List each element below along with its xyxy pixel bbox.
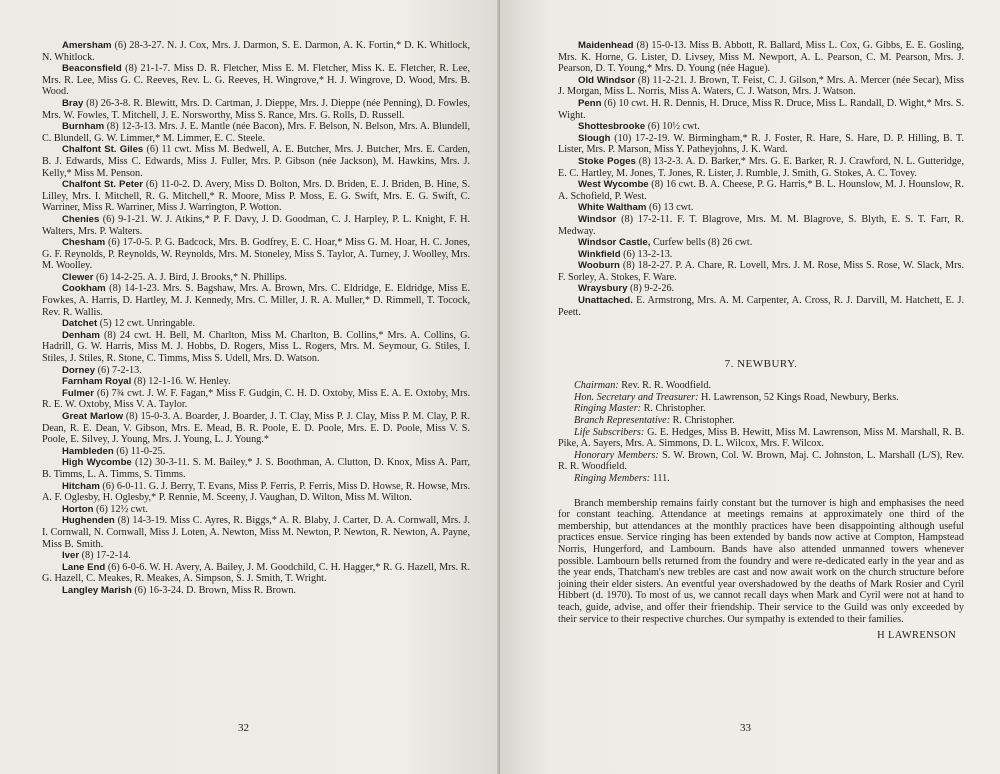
tower-entry: [558, 249, 964, 261]
tower-entry: [42, 481, 470, 504]
tower-entry: [42, 585, 470, 597]
tower-entry: [42, 457, 470, 480]
tower-details: (6) 7-2-13.: [97, 364, 142, 376]
tower-details: (6) 16-3-24. D. Brown, Miss R. Brown.: [134, 584, 296, 596]
tower-entry: [42, 515, 470, 550]
tower-details: (8) 18-2-27. P. A. Chare, R. Lovell, Mrs. J. M. Rose, Miss S. Rose, W. Slack, Mrs. F. Sorley, A. Stokes, F. Ware.: [558, 260, 965, 283]
tower-details: (6) 11 cwt. Miss M. Bedwell, A. E. Butcher, Mrs. J. Butcher, Mrs. E. Carden, B. J. Edwards, Miss C. Edwards, Miss J. Fuller, Mrs. P. Gibson (née Jackson), M. Hawkins, Mrs. J. Kelly,* Miss M. Penson.: [42, 144, 471, 179]
tower-entry: [558, 202, 964, 214]
branch-report: Branch membership remains fairly constant but the turnover is high and emphasises the need for constant teaching. Attendance at meetings remains at approximately one third of the membership, but attendances at the monthly practices have been disappointing although useful practices ensue. Service ringing has been extended by bands now active at Compton, Hampstead Norris, Hungerford, and Lambourn. Bands have also attended unmanned towers whenever possible. Lambourn bells returned from the foundry and were re-dedicated early in the year and as the year ends, Thatcham's new trebles are cast and now await work on the church structure before joining their elder sisters. An eventful year overshadowed by the deaths of Mark Rosier and Cyril Hibbert (d. 1970). To most of us, we cannot recall days when Mark and Cyril were not at hand to teach, guide, advise, and offer their friendship. Their service to the Guild was only exceeded by their service to their respective churches. Our sympathy is extended to their families.: [558, 497, 964, 625]
page-number: 33: [740, 722, 751, 734]
tower-name: Wooburn: [578, 260, 620, 272]
tower-name: Iver: [62, 550, 80, 562]
tower-entry: [558, 133, 964, 156]
tower-entry: [42, 144, 470, 179]
tower-entry: [558, 260, 964, 283]
tower-entry: [42, 283, 470, 318]
tower-details: (8) 15-0-3. A. Boarder, J. Boarder, J. T. Clay, Miss P. J. Clay, Miss P. M. Clay, P. R. Dean, R. E. Dean, V. Gibson, Mrs. E. Mead, B. R. Poole, E. D. Poole, Mrs. E. D. Poole, Miss V. S. Poole, E. Silvey, J. Young, Mrs. J. Young, L. J. Young.*: [42, 411, 471, 446]
officer-name: S. W. Brown, Col. W. Brown, Maj. C. Johnston, L. Marshall (L/S), Rev. R. R. Woodfield.: [558, 449, 965, 473]
tower-entry: [42, 40, 470, 63]
tower-name: Beaconsfield: [62, 63, 122, 75]
tower-name: Windsor: [578, 213, 617, 225]
tower-details: (6) 10½ cwt.: [647, 121, 700, 133]
tower-details: (8) 14-1-23. Mrs. S. Bagshaw, Mrs. A. Brown, Mrs. C. Eldridge, E. Eldridge, Miss E. Fowkes, A. Harris, D. Hartley, M. J. Kennedy, Mrs. C. Miller, J. R. A. Muller,* D. Rimmell, T. Tocock, Rev. R. Wallis.: [42, 283, 470, 318]
tower-entry: [558, 214, 964, 237]
tower-name: Lane End: [62, 561, 106, 573]
tower-entry: [42, 411, 470, 446]
tower-name: Chalfont St. Peter: [62, 179, 144, 191]
tower-details: (8) 12-1-16. W. Henley.: [133, 376, 231, 388]
tower-details: (6) 6-0-11. G. J. Berry, T. Evans, Miss P. Ferris, P. Ferris, Miss D. Howse, R. Howse, Mrs. A. F. Oglesby, H. Oglesby,* P. Rennie, M. Sceeny, J. Vaughan, D. Wilton, Miss M. Wilton.: [42, 480, 470, 504]
tower-details: (6) 17-0-5. P. G. Badcock, Mrs. B. Godfrey, E. C. Hoar,* Miss G. M. Hoar, H. C. Jones, G. F. Reynolds, P. Reynolds, W. Reynolds, Mrs. M. Stoneley, Miss S. Taylor, A. Turney, J. Woolley, Mrs. M. Woolley.: [42, 237, 470, 272]
officer-role: Ringing Members:: [574, 473, 651, 484]
officer-line: [558, 380, 964, 392]
tower-details: E. Armstrong, Mrs. A. M. Carpenter, A. Cross, R. J. Darvill, M. Hatchett, E. J. Peett.: [558, 295, 965, 318]
tower-details: (8) 14-3-19. Miss C. Ayres, R. Biggs,* A. R. Blaby, J. Carter, D. A. Cornwall, Mrs. J. I. Cornwall, N. Cornwall, Miss J. Loten, A. Newton, Miss M. Newton, P. Newton, R. Newton, A. Payne, Miss B. Smith.: [42, 515, 470, 550]
tower-entry: [558, 75, 964, 98]
tower-entry: [42, 446, 470, 458]
officer-line: [558, 427, 964, 450]
tower-name: Wraysbury: [578, 283, 628, 295]
tower-details: (6) 11-0-2. D. Avery, Miss D. Bolton, Mrs. D. Briden, E. J. Briden, B. Hine, S. Lilley, Mrs. I. Mitchell, R. G. Mitchell,* R. Moore, Miss P. Moss, E. G. Swift, Mrs. E. G. Swift, C. Warriner, Miss R. Warriner, Miss J. Warrington, P. Wotton.: [42, 179, 470, 214]
tower-name: Langley Marish: [62, 584, 132, 596]
tower-entry: [558, 283, 964, 295]
tower-name: Chesham: [62, 237, 106, 249]
tower-name: Cookham: [62, 283, 106, 295]
tower-name: High Wycombe: [62, 457, 132, 469]
tower-name: Hitcham: [62, 480, 100, 492]
tower-details: (6) 10 cwt. H. R. Dennis, H. Druce, Miss R. Druce, Miss L. Randall, D. Wight,* Mrs. S. Wight.: [558, 97, 965, 121]
tower-name: Unattached.: [578, 295, 633, 307]
officer-role: Hon. Secretary and Treasurer:: [574, 391, 699, 403]
branch-officers: [558, 380, 964, 484]
tower-details: (6) 13 cwt.: [648, 202, 694, 214]
officer-line: [558, 473, 964, 485]
tower-name: Shottesbrooke: [578, 121, 646, 133]
tower-name: Farnham Royal: [62, 376, 132, 388]
tower-entry: [558, 295, 964, 318]
tower-name: Chalfont St. Giles: [62, 144, 144, 156]
right-page: [500, 0, 1000, 774]
tower-name: Datchet: [62, 318, 98, 330]
tower-entry: [558, 237, 964, 249]
officer-name: R. Christopher.: [672, 415, 735, 427]
tower-details: Curfew bells (8) 26 cwt.: [652, 237, 753, 249]
tower-name: Slough: [578, 132, 611, 144]
tower-entry: [42, 388, 470, 411]
tower-name: Penn: [578, 97, 602, 109]
tower-details: (8) 17-2-14.: [81, 550, 131, 562]
tower-name: Bray: [62, 97, 84, 109]
tower-entry: [42, 318, 470, 330]
tower-details: (8) 15-0-13. Miss B. Abbott, R. Ballard, Miss L. Cox, G. Gibbs, E. E. Gosling, Mrs. K. Horne, G. Lister, D. Livsey, Miss M. Newport, A. L. Pearson, C. M. Pearson, Mrs. J. Pearson, D. T. Young,* Mrs. D. Young (née Hague).: [558, 40, 965, 75]
tower-entry: [558, 98, 964, 121]
officer-line: [558, 450, 964, 473]
tower-details: (8) 21-1-7. Miss D. R. Fletcher, Miss E. M. Fletcher, Miss K. E. Fletcher, R. Lee, Mrs. R. Lee, Miss G. C. Reeves, Rev. L. G. Reeves, H. Wingrove,* H. J. Wingrove, D. Wood, Mrs. B. Wood.: [42, 63, 470, 98]
tower-entry: [42, 562, 470, 585]
tower-details: (6) 13-2-13.: [623, 248, 673, 260]
tower-name: West Wycombe: [578, 179, 649, 191]
tower-details: (10) 17-2-19. W. Birmingham,* R. J. Foster, R. Hare, S. Hare, D. P. Hilling, B. T. Lister, Mrs. P. Marson, Miss Y. Patheyjohns, J. K. Ward.: [558, 132, 964, 156]
tower-entry: [42, 214, 470, 237]
section-heading: 7. NEWBURY.: [724, 358, 798, 371]
officer-line: [558, 403, 964, 415]
officer-line: [558, 392, 964, 404]
tower-entry: [558, 121, 964, 133]
tower-entry: [42, 272, 470, 284]
tower-details: (8) 16 cwt. B. A. Cheese, P. G. Harris,* B. L. Hounslow, M. J. Hounslow, R. A. Schofield, P. West.: [558, 179, 965, 202]
tower-details: (6) 9-1-21. W. J. Atkins,* P. F. Davy, J. D. Goodman, C. J. Harpley, P. L. Knight, F. H. Walters, Mrs. P. Walters.: [42, 213, 470, 237]
officer-name: G. E. Hedges, Miss B. Hewitt, Miss M. Lawrenson, Miss M. Marshall, R. B. Pike, A. Sayers, Mrs. A. Simmons, D. L. Wilcox, Mrs. F. Wilcox.: [558, 426, 964, 450]
tower-details: (6) 12½ cwt.: [95, 503, 149, 515]
tower-entry: [558, 179, 964, 202]
tower-name: Maidenhead: [578, 40, 634, 51]
tower-details: (5) 12 cwt. Unringable.: [99, 318, 196, 330]
officer-role: Branch Representative:: [574, 415, 671, 427]
tower-name: Burnham: [62, 121, 105, 133]
officer-name: 111.: [652, 473, 670, 484]
tower-entry: [42, 376, 470, 388]
tower-name: Winkfield: [578, 248, 621, 260]
tower-name: Fulmer: [62, 387, 94, 399]
tower-details: (8) 12-3-13. Mrs. J. E. Mantle (née Bacon), Mrs. F. Belson, N. Belson, Mrs. A. Blundell, C. Blundell, G. W. Limmer,* M. Limmer, E. C. Steele.: [42, 121, 470, 144]
tower-details: (8) 9-2-26.: [629, 283, 675, 295]
tower-name: Hughenden: [62, 515, 115, 527]
tower-entry: [42, 63, 470, 98]
tower-name: Great Marlow: [62, 411, 124, 422]
tower-name: Clewer: [62, 271, 94, 283]
tower-details: (8) 17-2-11. F. T. Blagrove, Mrs. M. M. Blagrove, S. Blyth, E. S. T. Farr, R. Medway.: [558, 213, 964, 237]
officer-role: Ringing Master:: [574, 403, 642, 415]
tower-details: (8) 11-2-21. J. Brown, T. Feist, C. J. Gilson,* Mrs. A. Mercer (née Secar), Miss J. Morgan, Miss L. Norris, Miss A. Waters, C. J. Watson, Mrs. J. Watson.: [558, 74, 965, 98]
officer-role: Honorary Members:: [574, 449, 659, 461]
tower-entry: [42, 550, 470, 562]
left-entries: [42, 40, 470, 597]
tower-entry: [42, 365, 470, 377]
officer-role: Chairman:: [574, 380, 619, 392]
tower-entry: [558, 40, 964, 75]
tower-name: White Waltham: [578, 202, 647, 214]
tower-details: (6) 28-3-27. N. J. Cox, Mrs. J. Darmon, S. E. Darmon, A. K. Fortin,* D. K. Whitlock, N. Whitlock.: [42, 40, 470, 63]
tower-name: Horton: [62, 503, 94, 515]
tower-details: (6) 14-2-25. A. J. Bird, J. Brooks,* N. Phillips.: [96, 271, 287, 283]
tower-name: Dorney: [62, 364, 96, 376]
tower-details: (12) 30-3-11. S. M. Bailey,* J. S. Boothman, A. Clutton, D. Knox, Miss A. Parr, B. Timms, L. A. Timms, S. Timms.: [42, 457, 470, 480]
tower-entry: [558, 156, 964, 179]
officer-name: R. Christopher.: [643, 403, 706, 415]
tower-details: (8) 13-2-3. A. D. Barker,* Mrs. G. E. Barker, R. J. Crawford, N. L. Gutteridge, E. C. Hartley, M. Jones, T. Jones, R. Lister, J. Rumble, J. Smith, G. Stokes, A. C. Tovey.: [558, 155, 965, 179]
tower-entry: [42, 179, 470, 214]
tower-name: Chenies: [62, 213, 100, 225]
officer-name: Rev. R. R. Woodfield.: [621, 380, 711, 392]
tower-entry: [42, 121, 470, 144]
tower-details: (6) 6-0-6. W. H. Avery, A. Bailey, J. M. Goodchild, C. H. Hagger,* R. G. Hazell, Mrs. R. G. Hazell, C. Meakes, R. Meakes, A. Simpson, S. J. Smith, T. Wright.: [42, 561, 470, 585]
officer-name: H. Lawrenson, 52 Kings Road, Newbury, Berks.: [701, 391, 899, 403]
officer-role: Life Subscribers:: [574, 426, 645, 438]
tower-name: Windsor Castle,: [578, 237, 651, 249]
tower-entry: [42, 330, 470, 365]
tower-entry: [42, 504, 470, 516]
tower-entry: [42, 237, 470, 272]
right-entries: [558, 40, 964, 318]
tower-details: (6) 11-0-25.: [116, 445, 166, 457]
tower-details: (8) 26-3-8. R. Blewitt, Mrs. D. Cartman, J. Dieppe, Mrs. J. Dieppe (née Penning), D. Fowles, Mrs. W. Fowles, T. Mitchell, J. E. Norsworthy, Miss S. Rance, Mrs. G. Rolls, D. Russell.: [42, 97, 471, 121]
tower-name: Stoke Poges: [578, 155, 636, 167]
tower-name: Amersham: [62, 40, 112, 51]
tower-name: Hambleden: [62, 445, 114, 457]
tower-name: Denham: [62, 329, 100, 341]
page-number: 32: [238, 722, 249, 734]
tower-entry: [42, 98, 470, 121]
tower-details: (6) 7¾ cwt. J. W. F. Fagan,* Miss F. Gudgin, C. H. D. Oxtoby, Miss E. A. E. Oxtoby, Mrs. R. E. W. Oxtoby, Miss V. A. Taylor.: [42, 387, 471, 411]
tower-details: (8) 24 cwt. H. Bell, M. Charlton, Miss M. Charlton, B. Collins,* Mrs. A. Collins, G. Hadrill, G. W. Harris, Miss M. J. Hobbs, D. Rogers, Miss L. Rogers, Mrs. M. Seymour, G. Stiles, I. Stiles, J. Stiles, R. Stone, C. Timms, Miss S. Udell, Mrs. D. Watson.: [42, 329, 471, 365]
report-signature: H LAWRENSON: [877, 630, 956, 642]
tower-name: Old Windsor: [578, 74, 636, 86]
officer-line: [558, 415, 964, 427]
